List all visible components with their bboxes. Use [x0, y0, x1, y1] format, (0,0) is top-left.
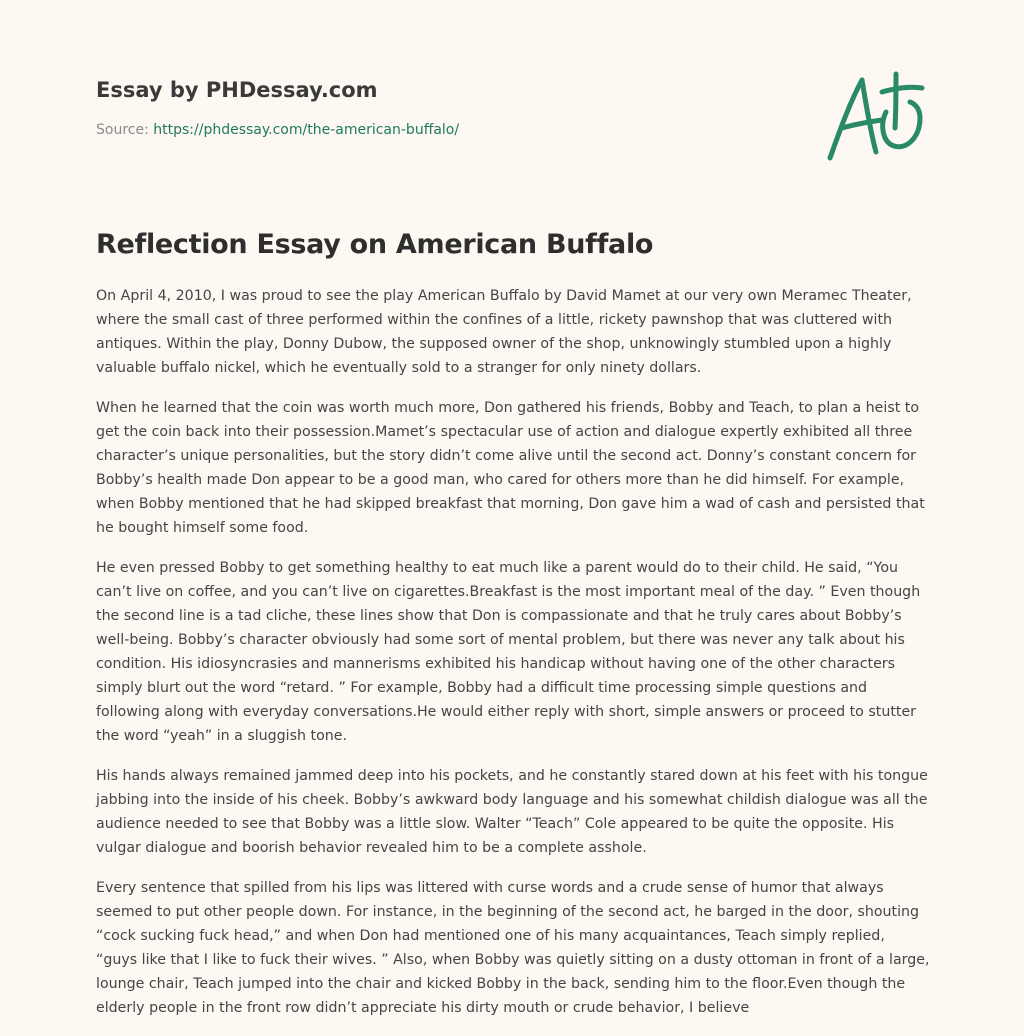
essay-paragraph: On April 4, 2010, I was proud to see the play American Buffalo by David Mamet at our very own Meramec Theater, where the small cast of three performed within the confines of a little, rickety pawnshop that was cluttered with antiques. Within the play, Donny Dubow, the supposed owner of the shop, unknowingly stumbled upon a highly valuable buffalo nickel, which he eventually sold to a stranger for only ninety dollars.: [96, 288, 912, 376]
a-plus-logo-icon: [822, 66, 932, 166]
source-line: [96, 120, 796, 140]
source-link[interactable]: https://phdessay.com/the-american-buffalo/: [153, 122, 460, 138]
essay-paragraph: When he learned that the coin was worth much more, Don gathered his friends, Bobby and Teach, to plan a heist to get the coin back into their possession.Mamet’s spectacular use of action and dialogue expertly exhibited all three character’s unique personalities, but the story didn’t come alive until the second act. Donny’s constant concern for Bobby’s health made Don appear to be a good man, who cared for others more than he did himself. For example, when Bobby mentioned that he had skipped breakfast that morning, Don gave him a wad of cash and persisted that he bought himself some food.: [96, 400, 925, 536]
source-label: Source:: [96, 122, 154, 138]
essay-paragraph: He even pressed Bobby to get something healthy to eat much like a parent would do to their child. He said, “You can’t live on coffee, and you can’t live on cigarettes.Breakfast is the most important meal of the day. ” Even though the second line is a tad cliche, these lines show that Don is compassionate and that he truly cares about Bobby’s well-being. Bobby’s character obviously had some sort of mental problem, but there was never any talk about his condition. His idiosyncrasies and mannerisms exhibited his handicap without having one of the other characters simply blurt out the word “retard. ” For example, Bobby had a difficult time processing simple questions and following along with everyday conversations.He would either reply with short, simple answers or proceed to stutter the word “yeah” in a sluggish tone.: [96, 560, 921, 744]
essay-paragraph: Every sentence that spilled from his lips was littered with curse words and a crude sense of humor that always seemed to put other people down. For instance, in the beginning of the second act, he barged in the door, shouting “cock sucking fuck head,” and when Don had mentioned one of his many acquaintances, Teach simply replied, “guys like that I like to fuck their wives. ” Also, when Bobby was quietly sitting on a dusty ottoman in front of a large, lounge chair, Teach jumped into the chair and kicked Bobby in the back, sending him to the floor.Even though the elderly people in the front row didn’t appreciate his dirty mouth or crude behavior, I believe: [96, 880, 930, 1016]
essay-header: [96, 76, 796, 140]
essay-paragraph: His hands always remained jammed deep into his pockets, and he constantly stared down at his feet with his tongue jabbing into the inside of his cheek. Bobby’s awkward body language and his somewhat childish dialogue was all the audience needed to see that Bobby was a little slow. Walter “Teach” Cole appeared to be quite the opposite. His vulgar dialogue and boorish behavior revealed him to be a complete asshole.: [96, 768, 928, 856]
essay-title: Reflection Essay on American Buffalo: [96, 229, 654, 260]
site-title: Essay by PHDessay.com: [96, 78, 378, 102]
essay-body: [96, 284, 930, 1036]
